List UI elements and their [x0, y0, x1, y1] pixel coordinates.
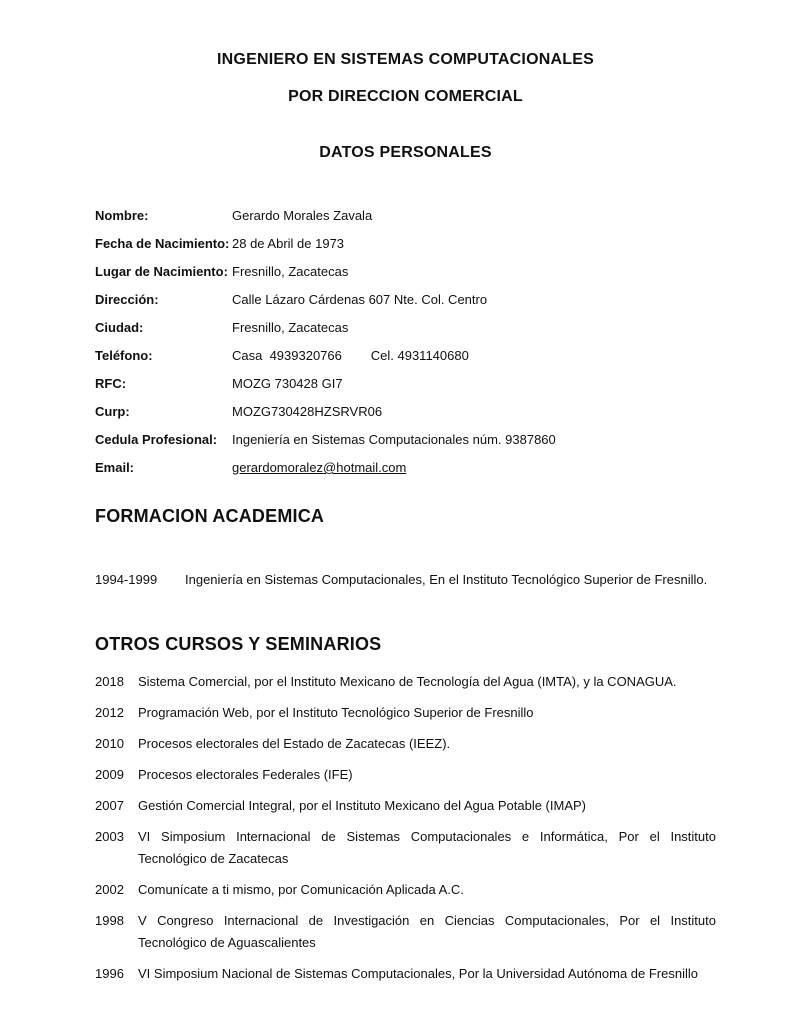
field-label: Nombre: [95, 208, 149, 223]
course-entry [95, 764, 716, 786]
course-description: Programación Web, por el Instituto Tecnológico Superior de Fresnillo [138, 705, 534, 720]
courses-list [95, 671, 716, 985]
personal-data-heading: DATOS PERSONALES [319, 144, 492, 161]
course-description: Sistema Comercial, por el Instituto Mexicano de Tecnología del Agua (IMTA), y la CONAGUA. [138, 674, 677, 689]
course-year: 1998 [95, 913, 124, 928]
field-value: Ingeniería en Sistemas Computacionales núm. 9387860 [232, 432, 556, 447]
personal-field-row [95, 459, 716, 477]
course-year: 2012 [95, 705, 124, 720]
document-title-line1: INGENIERO EN SISTEMAS COMPUTACIONALES [217, 51, 594, 68]
education-heading: FORMACION ACADEMICA [95, 506, 325, 526]
field-value: Fresnillo, Zacatecas [232, 320, 349, 335]
course-year: 2002 [95, 882, 124, 897]
personal-field-row [95, 375, 716, 393]
field-value: Fresnillo, Zacatecas [232, 264, 349, 279]
education-years: 1994-1999 [95, 572, 158, 587]
course-entry [95, 826, 716, 870]
course-entry [95, 963, 716, 985]
personal-field-row [95, 403, 716, 421]
email-link[interactable]: gerardomoralez@hotmail.com [232, 460, 407, 475]
course-description: Gestión Comercial Integral, por el Instituto Mexicano del Agua Potable (IMAP) [138, 798, 586, 813]
course-year: 2018 [95, 674, 124, 689]
course-description: Comunícate a ti mismo, por Comunicación Aplicada A.C. [138, 882, 464, 897]
course-description: VI Simposium Nacional de Sistemas Computacionales, Por la Universidad Autónoma de Fresnillo [138, 966, 698, 981]
personal-field-row [95, 207, 716, 225]
field-label: Ciudad: [95, 320, 144, 335]
course-year: 2007 [95, 798, 124, 813]
personal-field-row [95, 263, 716, 281]
field-label: Lugar de Nacimiento: [95, 264, 228, 279]
education-description: Ingeniería en Sistemas Computacionales, En el Instituto Tecnológico Superior de Fresnillo. [185, 572, 708, 587]
education-entry [95, 571, 716, 589]
field-label: Curp: [95, 404, 130, 419]
course-entry [95, 795, 716, 817]
field-value: Calle Lázaro Cárdenas 607 Nte. Col. Centro [232, 292, 488, 307]
course-entry [95, 671, 716, 693]
field-label: Email: [95, 460, 135, 475]
course-entry [95, 879, 716, 901]
courses-heading: OTROS CURSOS Y SEMINARIOS [95, 634, 382, 654]
course-year: 2009 [95, 767, 124, 782]
course-entry [95, 702, 716, 724]
course-description: Procesos electorales Federales (IFE) [138, 767, 353, 782]
field-label: Dirección: [95, 292, 159, 307]
field-label: Fecha de Nacimiento: [95, 236, 230, 251]
field-value: Gerardo Morales Zavala [232, 208, 373, 223]
field-label: Cedula Profesional: [95, 432, 218, 447]
course-description: Procesos electorales del Estado de Zacatecas (IEEZ). [138, 736, 451, 751]
personal-data-list [95, 207, 716, 477]
field-label: RFC: [95, 376, 127, 391]
education-list [95, 571, 716, 589]
course-year: 2003 [95, 829, 124, 844]
course-year: 1996 [95, 966, 124, 981]
field-value: MOZG730428HZSRVR06 [232, 404, 383, 419]
personal-field-row [95, 347, 716, 365]
course-description: VI Simposium Internacional de Sistemas Computacionales e Informática, Por el Instituto Tecnológico de Zacatecas [138, 829, 716, 866]
course-entry [95, 733, 716, 755]
personal-field-row [95, 319, 716, 337]
document-title-line2: POR DIRECCION COMERCIAL [288, 88, 523, 105]
field-value: 28 de Abril de 1973 [232, 236, 345, 251]
field-label: Teléfono: [95, 348, 153, 363]
course-description: V Congreso Internacional de Investigación en Ciencias Computacionales, Por el Instituto Tecnológico de Aguascalientes [138, 913, 716, 950]
course-entry [95, 910, 716, 954]
personal-field-row [95, 291, 716, 309]
personal-field-row [95, 431, 716, 449]
personal-field-row [95, 235, 716, 253]
field-value: MOZG 730428 GI7 [232, 376, 343, 391]
course-year: 2010 [95, 736, 124, 751]
field-value: Casa 4939320766 Cel. 4931140680 [232, 348, 469, 363]
